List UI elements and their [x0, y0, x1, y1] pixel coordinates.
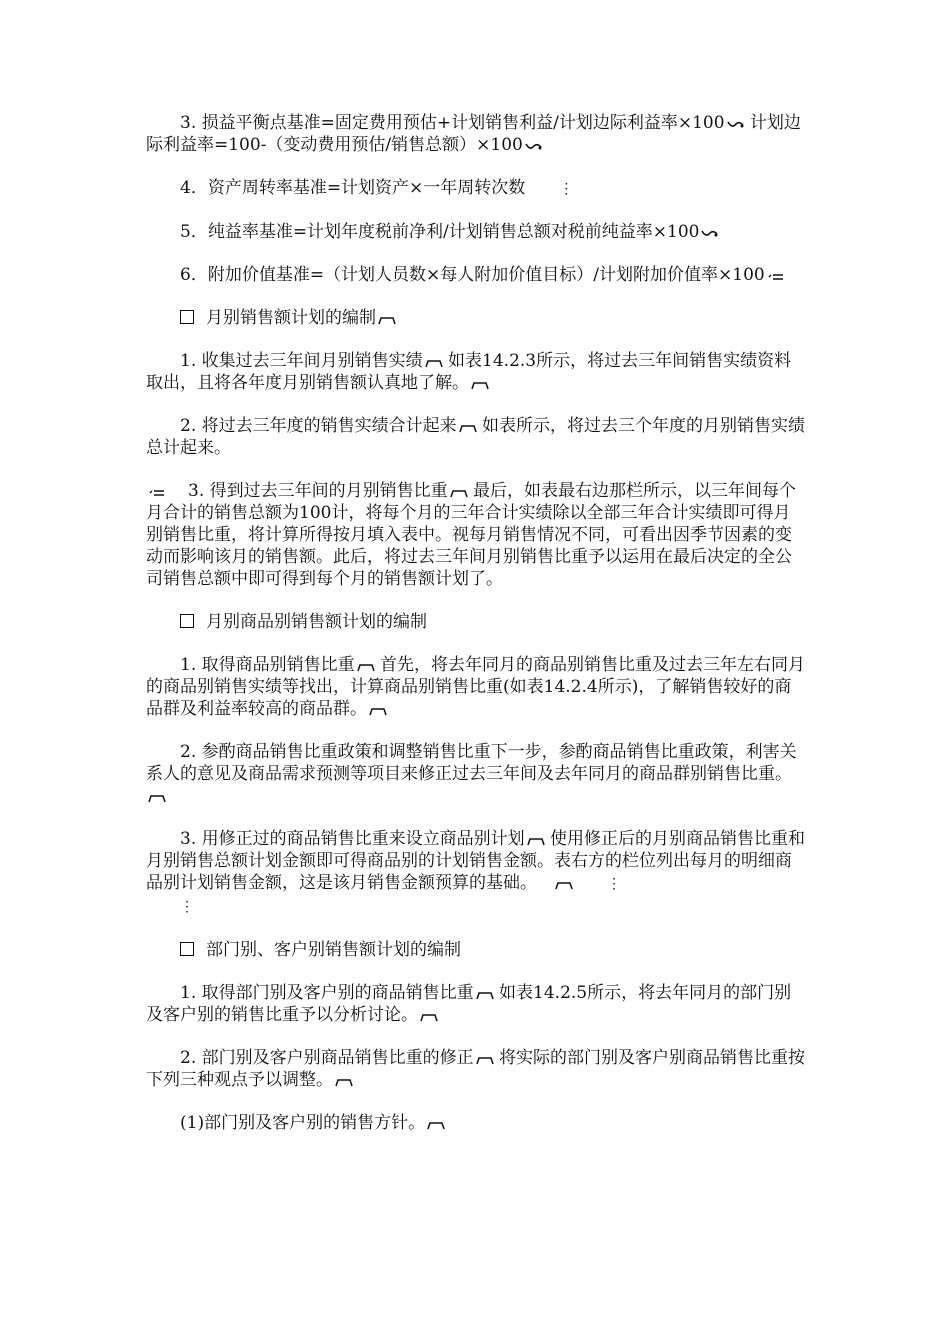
paragraph-net-profit [146, 221, 806, 243]
paragraph-text: 1. 取得部门别及客户别的商品销售比重 [180, 983, 474, 1003]
paragraph-text: 3. 损益平衡点基准=固定费用预估+计划销售利益/计划边际利益率×100 [180, 113, 725, 133]
paragraph-added-value [146, 264, 806, 286]
paragraph-text: 5．纯益率基准=计划年度税前净利/计划销售总额对税前纯益率×100 [180, 222, 700, 242]
paragraph-product-ratio [146, 654, 806, 720]
bracket-mark-icon [378, 315, 396, 325]
paragraph-text: 1. 取得商品别销售比重 [180, 655, 355, 675]
paragraph-tail: 计划边际利益率=100-（变动费用预估/销售总额）×100 [146, 113, 801, 155]
bracket-mark-icon [425, 358, 443, 368]
paragraph-tail: 将实际的部门别及客户别商品销售比重按下列三种观点予以调整。 [146, 1048, 806, 1090]
ellipsis-mark-icon: ⋮ [559, 181, 574, 197]
paragraph-text: 3. 用修正过的商品销售比重来设立商品别计划 [180, 829, 525, 849]
paragraph-text: 4．资产周转率基准=计划资产×一年周转次数 [180, 178, 526, 198]
bracket-mark-icon [459, 423, 477, 433]
bracket-mark-icon [427, 1120, 445, 1130]
bracket-mark-icon [450, 488, 468, 498]
return-mark-icon [525, 142, 543, 152]
bracket-mark-icon [369, 706, 387, 716]
checkbox-square-icon [180, 614, 194, 628]
paragraph-text: 2. 参酌商品销售比重政策和调整销售比重下一步，参酌商品销售比重政策，利害关系人的意见及商品需求预测等项目来修正过去三年间及去年同月的商品群别销售比重。 [146, 742, 797, 784]
paragraph-ratio-policy [146, 741, 806, 807]
section-heading-monthly [146, 307, 806, 329]
ellipsis-mark-icon: ⋮ [180, 899, 194, 915]
paragraph-department-adjust [146, 1047, 806, 1091]
paragraph-collect-sales [146, 350, 806, 394]
paragraph-tail: 首先，将去年同月的商品别销售比重及过去三年左右同月的商品别销售实绩等找出，计算商品别销售比重(如表14.2.4所示)，了解销售较好的商品群及利益率较高的商品群。 [146, 655, 806, 719]
paragraph-tail: 如表14.2.3所示，将过去三年间销售实绩资料取出，且将各年度月别销售额认真地了解。 [146, 351, 792, 393]
checkbox-square-icon [180, 942, 194, 956]
bracket-mark-icon [527, 836, 545, 846]
bracket-mark-icon [555, 880, 573, 890]
heading-text: 月别商品别销售额计划的编制 [206, 612, 427, 632]
document-body [146, 112, 806, 1155]
bracket-mark-icon [148, 793, 166, 803]
paragraph-text: 6．附加价值基准=（计划人员数×每人附加价值目标）/计划附加价值率×100 [180, 265, 765, 285]
paragraph-tail: 如表14.2.5所示，将去年同月的部门别及客户别的销售比重予以分析讨论。 [146, 983, 792, 1025]
paragraph-total-sales [146, 415, 806, 459]
bracket-mark-icon [476, 1055, 494, 1065]
section-heading-product-monthly [146, 611, 806, 633]
bracket-mark-icon [471, 380, 489, 390]
bracket-mark-icon [476, 990, 494, 1000]
bracket-mark-icon [420, 1012, 438, 1022]
paragraph-sales-policy [146, 1112, 806, 1134]
bracket-mark-icon [335, 1077, 353, 1087]
section-heading-department-client [146, 939, 806, 961]
paragraph-text: 3. 得到过去三年间的月别销售比重 [188, 481, 448, 501]
heading-text: 月别销售额计划的编制 [206, 308, 376, 328]
equal-mark-icon [148, 488, 166, 498]
paragraph-text: 1. 收集过去三年间月别销售实绩 [180, 351, 423, 371]
paragraph-breakeven [146, 112, 806, 156]
paragraph-tail: 使用修正后的月别商品销售比重和月别销售总额计划金额即可得商品别的计划销售金额。表右方的栏位列出每月的明细商品别计划销售金额，这是该月销售金额预算的基础。 [146, 829, 806, 893]
paragraph-text: 2. 部门别及客户别商品销售比重的修正 [180, 1048, 474, 1068]
equal-mark-icon [767, 272, 785, 282]
paragraph-tail: 如表所示，将过去三个年度的月别销售实绩总计起来。 [146, 416, 806, 458]
checkbox-square-icon [180, 310, 194, 324]
paragraph-product-plan [146, 828, 806, 918]
ellipsis-mark-icon: ⋮ [607, 876, 621, 892]
paragraph-tail: 最后，如表最右边那栏所示，以三年间每个月合计的销售总额为100计，将每个月的三年合计实绩除以全部三年合计实绩即可得月别销售比重，将计算所得按月填入表中。视每月销售情况不同，可看出因季节因素的变动而影响该月的销售额。此后，将过去三年间月别销售比重予以运用在最后决定的全公司销售总额中即可得到每个月的销售额计划了。 [146, 481, 797, 589]
heading-text: 部门别、客户别销售额计划的编制 [206, 940, 461, 960]
return-mark-icon [727, 120, 745, 130]
paragraph-monthly-ratio [146, 480, 806, 590]
bracket-mark-icon [357, 662, 375, 672]
paragraph-department-ratio [146, 982, 806, 1026]
paragraph-text: (1)部门别及客户别的销售方针。 [180, 1113, 426, 1133]
paragraph-asset-turnover [146, 177, 806, 200]
paragraph-text: 2. 将过去三年度的销售实绩合计起来 [180, 416, 457, 436]
return-mark-icon [701, 229, 719, 239]
